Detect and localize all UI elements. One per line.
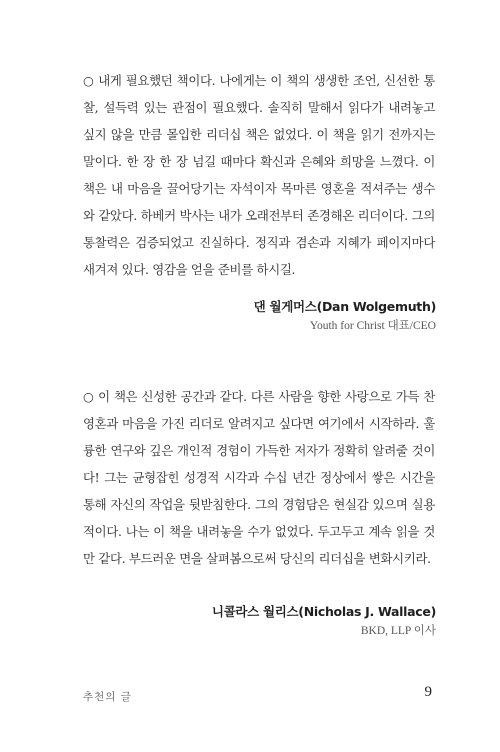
endorsement-quote-2: ○ 이 책은 신성한 공간과 같다. 다른 사람을 향한 사랑으로 가득 찬 영혼과 마음을 가진 리더로 알려지고 싶다면 여기에서 시작하라. 훌륭한 연구와 깊은 개인적 경험이 가득한 저자가 정확히 알려줄 것이다! 그는 균형잡힌 성경적 시각과 수십 년간 정상에서 쌓은 시간을 통해 자신의 작업을 뒷받침한다. 그의 경험담은 현실감 있으며 실용적이다. 나는 이 책을 내려놓을 수가 없었다. 두고두고 계속 읽을 것만 같다. 부드러운 면을 살펴봄으로써 당신의 리더십을 변화시키라. [83,389,435,566]
page-number: 9 [424,684,432,700]
endorsement-attribution-2 [212,602,436,640]
endorser-name-1: 댄 월게머스(Dan Wolgemuth) [253,299,436,314]
endorser-name-2: 니콜라스 월리스(Nicholas J. Wallace) [211,604,436,619]
endorsement-attribution-1 [254,297,436,335]
running-footer-section: 추천의 글 [83,691,132,703]
endorser-role-2: BKD, LLP 이사 [360,625,436,637]
endorser-role-1: Youth for Christ 대표/CEO [309,320,436,332]
endorsement-quote-1: ○ 내게 필요했던 책이다. 나에게는 이 책의 생생한 조언, 신선한 통찰, 설득력 있는 관점이 필요했다. 솔직히 말해서 읽다가 내려놓고 싶지 않을 만큼 몰입한 리더십 책은 없었다. 이 책을 읽기 전까지는 말이다. 한 장 한 장 넘길 때마다 확신과 은혜와 희망을 느꼈다. 이 책은 내 마음을 끌어당기는 자석이자 목마른 영혼을 적셔주는 생수와 같았다. 하베커 박사는 내가 오래전부터 존경해온 리더이다. 그의 통찰력은 검증되었고 진실하다. 정직과 겸손과 지혜가 페이지마다 새겨져 있다. 영감을 얻을 준비를 하시길. [83,73,435,277]
